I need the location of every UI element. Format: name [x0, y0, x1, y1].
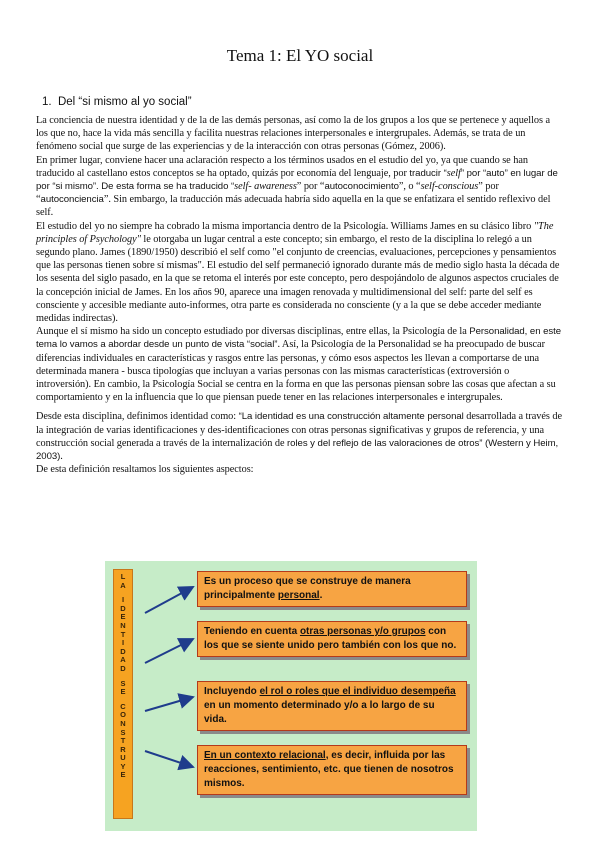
aspect-box-1 [197, 571, 467, 607]
text-run: Aunque el sí mismo ha sido un concepto estudiado por diversas disciplinas, entre ellas, la Psicología de la [36, 326, 470, 338]
body-text [36, 114, 563, 476]
aspect-box-2 [197, 621, 467, 657]
side-label-letter: O [120, 710, 126, 720]
side-label-letter: D [120, 663, 126, 673]
arrow-2 [145, 639, 193, 663]
side-label-letter: D [120, 646, 126, 656]
aspect-box-3 [197, 681, 467, 731]
definition-quote: “La identidad es una construcción altamente personal [238, 411, 464, 423]
text-run: ” por “ [296, 181, 325, 193]
text-run: le otorgaba un lugar central a este concepto; sin embargo, el resto de la disciplina lo relegó a un segundo plano. James (1890/1950) describió el self como "el conjunto de creencias, evaluaciones, percepciones y pensamientos que las personas tienen sobre sí mismas". El estudio del self permaneció ignorado durante más de medio siglo hasta la década de los sesenta del siglo pasado, en la que se retoma el interés por este concepto, pero despojándolo de algunos aspectos cruciales de la concepción inicial de James. En los años 90, aparece una imagen renovada y multidimensional del self: parte del self es consciente y accesible mediante auto-informes, otra parte es considerada no consciente (y a la que se debe acceder mediante medidas indirectas). [36, 233, 560, 325]
text-run: traducir “ [409, 167, 447, 179]
definition-quote: roles y del reflejo de las valoraciones de otros” (Western y Heim, 2003) [36, 437, 559, 463]
box-text: con los que se siente unido pero también con los que no. [204, 626, 457, 651]
paragraph-6: De esta definición resaltamos los siguientes aspectos: [36, 464, 254, 476]
text-run: ” por “auto” en lugar de por “si mismo”. De esta forma se ha traducido “ [36, 167, 558, 193]
text-run: . Así, la Psicología de la Personalidad se ha preocupado de buscar diferencias individuales en características y rasgos entre las personas, y cómo esos aspectos les llevan a comportarse de una determinada manera - busca tipologías que incluyan a varias personas con las mismas características (extroversión o introversión). En cambio, la Psicología Social se centra en la forma en que las personas piensan sobre las cosas que afectan a su comportamiento y en la influencia que lo que piensan puede tener en las relaciones interpersonales e intergrupales. [36, 339, 556, 404]
paragraph-1: La conciencia de nuestra identidad y de la de las demás personas, así como la de los grupos a los que se pertenece y aquellos a los que no, hace la vida más sencilla y facilita nuestras relaciones interpersonales e intergrupales. Además, se trata de un fenómeno social que surge de las experiencias y de la interacción con otras personas (Gómez, 2006). [36, 115, 551, 153]
side-label-letter: N [120, 718, 126, 728]
side-label-letter: Y [120, 761, 126, 771]
side-label-letter: S [120, 727, 126, 737]
page-title: Tema 1: El YO social [226, 46, 374, 65]
book-title: "The principles of Psychology" [36, 220, 554, 245]
box-text: Incluyendo [204, 686, 260, 697]
box-text: Teniendo en cuenta [204, 626, 300, 637]
paragraph-2 [36, 154, 563, 220]
arrow-4 [145, 751, 193, 767]
text-run: self [446, 167, 461, 179]
text-run: Personalidad, en este tema lo vamos a abordar desde un punto de vista “social” [36, 326, 562, 351]
text-run: self- awareness [234, 181, 297, 193]
text-run: ”, o “ [398, 181, 421, 193]
text-run: ” por “ [36, 181, 499, 206]
side-label-letter: L [120, 572, 126, 581]
box-emphasis: otras personas y/o grupos [299, 626, 426, 637]
side-label-letter: C [120, 701, 126, 711]
arrow-1 [145, 587, 193, 613]
arrow-3 [145, 697, 193, 711]
box-emphasis: En un contexto relacional [204, 750, 326, 761]
side-label-letter: S [120, 678, 126, 688]
box-text: . [319, 590, 323, 601]
side-label-letter: A [120, 580, 126, 590]
text-run: ”. Sin embargo, la traducción más adecuada habría sido aquella en la que se enfatizara el sentido reflexivo del self. [36, 194, 551, 219]
text-run: autoconciencia [40, 194, 104, 206]
section-number: 1. [42, 96, 52, 108]
side-label-letter: I [121, 595, 125, 605]
text-run: self-conscious [420, 181, 479, 193]
side-label-letter: T [120, 629, 126, 639]
box-text: en un momento determinado y/o a lo largo de su vida. [204, 700, 435, 725]
aspect-box-4 [197, 745, 467, 795]
identity-diagram [105, 561, 477, 831]
text-run: . [60, 451, 63, 463]
text-run: desarrollada a través de la integración de varias identificaciones y des-identificaciones con otras personas significativas y grupos de referencia, y una construcción social generada a través de la internalización de [36, 411, 562, 449]
section-heading [42, 96, 192, 108]
box-emphasis: personal [277, 590, 320, 601]
side-label-letter: D [120, 603, 126, 613]
side-label-letter: R [120, 744, 126, 754]
side-label-letter: N [120, 620, 126, 630]
side-label-letter: A [120, 655, 126, 665]
section-heading-text: Del “si mismo al yo social” [57, 96, 192, 108]
paragraph-4 [36, 325, 563, 404]
paragraph-5 [36, 410, 563, 463]
text-run: El estudio del yo no siempre ha cobrado la misma importancia dentro de la Psicología. Williams James en su clásico libro [36, 220, 534, 232]
side-label-letter: E [120, 687, 126, 697]
box-text: , es decir, influida por las reacciones, sentimiento, etc. que tienen de nosotros mismos. [204, 750, 454, 789]
side-label-letter: E [120, 612, 126, 622]
text-run: En primer lugar, conviene hacer una aclaración respecto a los términos usados en el estudio del yo, ya que cuando se han traducido al castellano estos conceptos se ha optado, quizás por economía del lenguaje, por [36, 154, 528, 179]
text-run: Desde esta disciplina, definimos identidad como: [36, 411, 239, 423]
side-label-letter: I [121, 638, 125, 648]
side-label-letter: T [120, 736, 126, 746]
box-text: Es un proceso que se construye de manera principalmente [204, 576, 411, 601]
text-run: autoconocimiento [324, 181, 399, 193]
side-label-letter: E [120, 770, 126, 780]
paragraph-3 [36, 220, 563, 326]
side-label-letter: U [120, 753, 126, 763]
box-emphasis: el rol o roles que el individuo desempeña [259, 686, 456, 697]
